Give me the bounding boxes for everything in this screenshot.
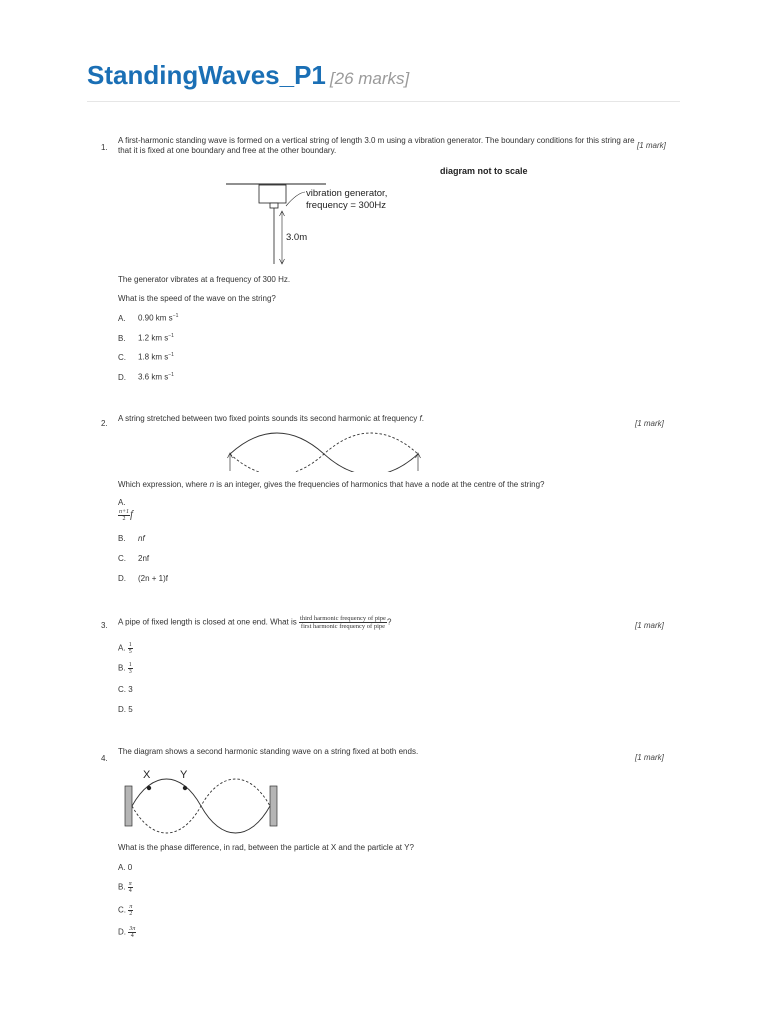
question-4-marks: [1 mark]	[635, 753, 664, 762]
option-value: 1.8 km $s^{-1}$	[138, 352, 174, 362]
question-1-text: A first-harmonic standing wave is formed on a vertical string of length 3.0 m using a vibration generator. The boundary conditions for this string are that it is fixed at one boundary and free at the other boundary.	[118, 136, 635, 155]
question-4-text: The diagram shows a second harmonic standing wave on a string fixed at both ends.	[118, 747, 419, 756]
option-value: (2n + 1)f	[138, 574, 169, 583]
option-label: D.	[118, 927, 126, 937]
option-value: $\frac{\pi}{2}$	[129, 904, 133, 917]
question-4-number: 4.	[101, 754, 108, 763]
header-divider	[87, 101, 680, 102]
length-label: 3.0m	[286, 232, 308, 243]
generator-label: vibration generator,	[306, 188, 388, 199]
point-x	[147, 786, 151, 790]
page-title	[87, 60, 409, 91]
left-wall	[125, 786, 132, 826]
option-label: B.	[118, 534, 126, 543]
title-text: StandingWaves_P1	[87, 60, 326, 90]
option-value: $\frac{1}{5}$	[128, 642, 132, 655]
question-1-marks: [1 mark]	[637, 141, 666, 150]
option-value: $\frac{\pi}{4}$	[128, 881, 132, 894]
frequency-label: frequency = 300Hz	[306, 200, 387, 211]
question-2-prompt: Which expression, where n is an integer, gives the frequencies of harmonics that have a node at the centre of the string?	[118, 480, 545, 489]
wave-dashed	[132, 779, 270, 833]
option-value: 0.90 km $s^{-1}$	[138, 313, 179, 323]
option-label: D.	[118, 574, 126, 583]
question-2-marks: [1 mark]	[635, 419, 664, 428]
vibration-generator-diagram	[222, 178, 402, 268]
generator-clamp	[270, 203, 278, 208]
option-value: $\frac{1}{3}$	[128, 662, 132, 675]
fraction: $\frac{n+1}{2}$	[119, 509, 130, 522]
q2-option-a-value: $\frac{n+1}{2}$ f	[119, 509, 133, 522]
option-label: C.	[118, 554, 126, 563]
option-label: A.	[118, 313, 126, 323]
q1-option-c[interactable]	[118, 352, 174, 362]
question-4-prompt: What is the phase difference, in rad, between the particle at X and the particle at Y?	[118, 843, 414, 852]
wave-solid	[230, 433, 418, 472]
q1-option-d[interactable]	[118, 372, 174, 382]
option-value: 1.2 km $s^{-1}$	[138, 333, 174, 343]
option-label: C.	[118, 352, 126, 362]
wave-dashed	[230, 433, 418, 472]
question-2-number: 2.	[101, 419, 108, 428]
option-label: B.	[118, 882, 126, 892]
label-y: Y	[180, 769, 188, 781]
q2-option-d[interactable]	[118, 574, 168, 583]
option-label: D.	[118, 372, 126, 382]
second-harmonic-diagram	[224, 428, 428, 472]
option-label: B.	[118, 663, 126, 673]
option-label: D.	[118, 705, 126, 714]
question-1-prompt: What is the speed of the wave on the string?	[118, 294, 276, 303]
generator-box	[259, 185, 286, 203]
generator-pointer	[286, 192, 305, 206]
label-x: X	[143, 769, 151, 781]
option-value: 0	[127, 863, 133, 872]
q4-option-d[interactable]	[118, 926, 136, 939]
q4-option-a[interactable]	[118, 863, 132, 872]
right-wall	[270, 786, 277, 826]
question-3-marks: [1 mark]	[635, 621, 664, 630]
option-label: C.	[118, 685, 126, 694]
q3-option-b[interactable]	[118, 662, 133, 675]
option-value: $\frac{3\pi}{4}$	[129, 926, 136, 939]
option-value: 3.6 km $s^{-1}$	[138, 372, 174, 382]
option-value: 2nf	[138, 554, 150, 563]
option-label: A.	[118, 863, 126, 872]
question-1-line2: The generator vibrates at a frequency of 300 Hz.	[118, 275, 291, 284]
question-3-text: A pipe of fixed length is closed at one end. What is $\frac{\text{third harmonic frequency of pipe}}{\text{first harmonic frequency of pipe}}$ ?	[118, 615, 392, 630]
option-label: B.	[118, 333, 126, 343]
option-label: C.	[118, 905, 126, 915]
option-label: A.	[118, 498, 126, 507]
q2-option-a[interactable]	[118, 498, 138, 507]
option-value: 5	[128, 705, 133, 714]
question-1-number: 1.	[101, 143, 108, 152]
question-2-text: A string stretched between two fixed points sounds its second harmonic at frequency f.	[118, 414, 424, 423]
q2-option-c[interactable]	[118, 554, 149, 563]
q3-option-a[interactable]	[118, 642, 133, 655]
question-3-number: 3.	[101, 621, 108, 630]
fixed-ends-wave-diagram	[120, 764, 285, 836]
q3-option-d[interactable]	[118, 705, 133, 714]
option-value: 3	[128, 685, 133, 694]
q4-option-c[interactable]	[118, 904, 133, 917]
diagram-caption: diagram not to scale	[440, 166, 528, 176]
q2-option-b[interactable]	[118, 534, 145, 543]
q1-option-b[interactable]	[118, 333, 174, 343]
q4-option-b[interactable]	[118, 881, 133, 894]
total-marks: [26 marks]	[329, 69, 410, 88]
point-y	[183, 786, 187, 790]
harmonic-ratio-fraction: $\frac{\text{third harmonic frequency of pipe}}{\text{first harmonic frequency of pipe}}$	[300, 615, 386, 630]
q1-option-a[interactable]	[118, 313, 178, 323]
q3-option-c[interactable]	[118, 685, 133, 694]
option-label: A.	[118, 643, 126, 653]
option-value: nf	[138, 534, 145, 543]
